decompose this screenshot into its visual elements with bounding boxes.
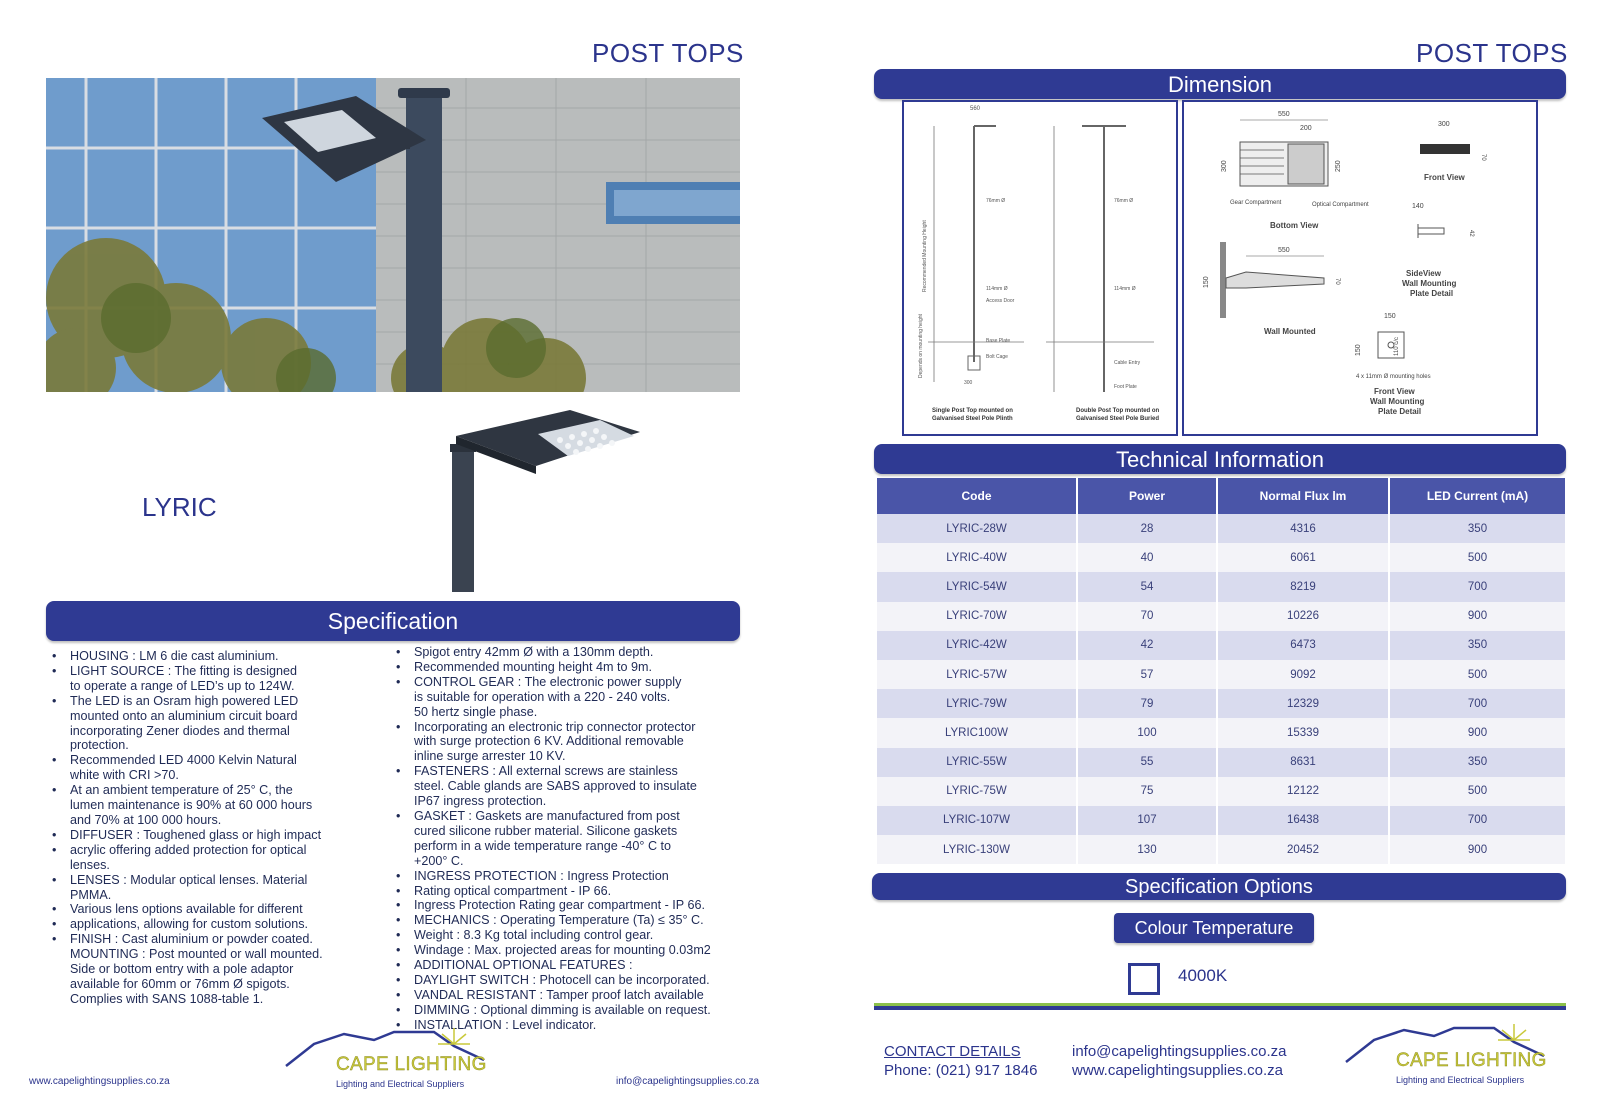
spec-item: incorporating Zener diodes and thermal — [70, 723, 290, 738]
base-dim: 300 — [964, 380, 973, 386]
table-cell: LYRIC-57W — [877, 660, 1077, 689]
spec-item: • Windage : Max. projected areas for mounting 0.03m2 — [392, 943, 742, 958]
contact-email[interactable]: info@capelightingsupplies.co.za — [1072, 1043, 1287, 1060]
table-cell: 6473 — [1217, 631, 1389, 660]
dim-70b: 70 — [1334, 278, 1340, 285]
spec-list-col2 — [392, 645, 742, 1033]
product-name: LYRIC — [142, 492, 217, 522]
note-cage: Bolt Cage — [986, 354, 1008, 360]
table-cell: LYRIC-40W — [877, 543, 1077, 572]
dim-110: 110 c/c — [1394, 337, 1400, 356]
spec-item: white with CRI >70. — [70, 768, 179, 783]
table-cell: 900 — [1389, 718, 1565, 747]
col-header-flux: Normal Flux lm — [1217, 478, 1389, 514]
col-header-current: LED Current (mA) — [1389, 478, 1565, 514]
table-cell: 900 — [1389, 602, 1565, 631]
contact-block-left — [884, 1042, 1037, 1080]
table-cell: 70 — [1077, 602, 1217, 631]
spec-item: +200° C. — [414, 853, 464, 868]
spec-item: Side or bottom entry with a pole adaptor — [70, 962, 294, 977]
logo-text-right: CAPE LIGHTING — [1396, 1050, 1547, 1071]
specification-header-text: Specification — [327, 608, 459, 634]
table-cell: LYRIC-28W — [877, 514, 1077, 543]
table-cell: 4316 — [1217, 514, 1389, 543]
table-cell: 57 — [1077, 660, 1217, 689]
technical-information-header — [874, 444, 1566, 474]
logo-right — [1344, 1020, 1554, 1096]
note-foot: Foot Plate — [1114, 384, 1137, 390]
dim-550: 550 — [1278, 111, 1290, 118]
spec-item: lenses. — [70, 857, 110, 872]
note-base: Base Plate — [986, 338, 1011, 344]
label-front-wall-3: Plate Detail — [1378, 407, 1422, 416]
single-caption-2: Galvanised Steel Pole Plinth — [932, 416, 1013, 422]
table-row — [877, 660, 1565, 689]
v-label-1: Recommended Mounting Height — [922, 220, 928, 292]
table-cell: 42 — [1077, 631, 1217, 660]
table-cell: LYRIC-107W — [877, 806, 1077, 835]
spec-item: perform in a wide temperature range -40° C to — [414, 838, 672, 853]
col-header-power: Power — [1077, 478, 1217, 514]
table-cell: LYRIC100W — [877, 718, 1077, 747]
table-cell: 350 — [1389, 748, 1565, 777]
table-cell: LYRIC-70W — [877, 602, 1077, 631]
table-cell: 12329 — [1217, 689, 1389, 718]
spec-item: • LIGHT SOURCE : The fitting is designed — [48, 664, 388, 679]
dim-550b: 550 — [1278, 247, 1290, 254]
spec-item: • Ingress Protection Rating gear compartment - IP 66. — [392, 898, 742, 913]
spec-item: • DIMMING : Optional dimming is available on request. — [392, 1003, 742, 1018]
spec-item: • GASKET : Gaskets are manufactured from post — [392, 809, 742, 824]
label-holes: 4 x 11mm Ø mounting holes — [1356, 374, 1431, 380]
dim-70: 70 — [1480, 154, 1486, 161]
spec-item: • Recommended LED 4000 Kelvin Natural — [48, 753, 388, 768]
table-cell: LYRIC-42W — [877, 631, 1077, 660]
dim-150c: 150 — [1355, 344, 1362, 356]
spec-item: • INSTALLATION : Level indicator. — [392, 1018, 742, 1033]
dim-150: 150 — [1203, 276, 1210, 288]
logo-tagline-right: Lighting and Electrical Suppliers — [1396, 1075, 1525, 1085]
dim-140: 140 — [1412, 203, 1424, 210]
table-row — [877, 748, 1565, 777]
colour-temperature-label — [1114, 913, 1314, 943]
table-cell: 40 — [1077, 543, 1217, 572]
table-cell: 700 — [1389, 689, 1565, 718]
dim-top-1: 560 — [970, 106, 981, 112]
table-row — [877, 543, 1565, 572]
divider-blue — [874, 1006, 1566, 1010]
logo-tagline: Lighting and Electrical Suppliers — [336, 1079, 465, 1089]
table-cell: LYRIC-55W — [877, 748, 1077, 777]
table-cell: 700 — [1389, 572, 1565, 601]
table-cell: 55 — [1077, 748, 1217, 777]
spec-item: inline surge arrester 10 KV. — [414, 749, 566, 764]
v-label-2: Depends on mounting height — [918, 314, 924, 378]
spec-item: • applications, allowing for custom solutions. — [48, 917, 388, 932]
spec-item: • FINISH : Cast aluminium or powder coated. — [48, 932, 388, 947]
contact-website[interactable]: www.capelightingsupplies.co.za — [1072, 1062, 1283, 1079]
label-bottom-view: Bottom View — [1270, 221, 1319, 230]
label-front-wall-1: Front View — [1374, 387, 1415, 396]
note-access: Access Door — [986, 298, 1015, 304]
spec-item: • Recommended mounting height 4m to 9m. — [392, 660, 742, 675]
pole-drawing — [904, 102, 1176, 434]
spec-item: • FASTENERS : All external screws are stainless — [392, 764, 742, 779]
double-caption-1: Double Post Top mounted on — [1076, 408, 1160, 414]
spec-item: • Spigot entry 42mm Ø with a 130mm depth. — [392, 645, 742, 660]
table-row — [877, 777, 1565, 806]
spec-item: PMMA. — [70, 887, 112, 902]
label-side-view-2: Wall Mounting — [1402, 279, 1457, 288]
spec-item: • HOUSING : LM 6 die cast aluminium. — [48, 649, 388, 664]
contact-block-right — [1072, 1042, 1287, 1080]
spec-item: • INGRESS PROTECTION : Ingress Protection — [392, 869, 742, 884]
dim-300: 300 — [1221, 160, 1228, 172]
fixture-illustration — [450, 408, 660, 592]
table-cell: 130 — [1077, 835, 1217, 864]
note-76b: 76mm Ø — [1114, 198, 1134, 204]
table-cell: 8219 — [1217, 572, 1389, 601]
footer-website-left[interactable]: www.capelightingsupplies.co.za — [29, 1076, 170, 1087]
table-cell: 100 — [1077, 718, 1217, 747]
table-row — [877, 806, 1565, 835]
colour-temperature-checkbox[interactable] — [1128, 963, 1160, 995]
colour-temperature-option: 4000K — [1178, 966, 1228, 985]
table-row — [877, 689, 1565, 718]
spec-item: IP67 ingress protection. — [414, 794, 547, 809]
table-cell: 16438 — [1217, 806, 1389, 835]
table-cell: LYRIC-54W — [877, 572, 1077, 601]
table-row — [877, 631, 1565, 660]
table-cell: 500 — [1389, 660, 1565, 689]
spec-item: mounted onto an aluminium circuit board — [70, 708, 298, 723]
table-cell: 10226 — [1217, 602, 1389, 631]
spec-item: steel. Cable glands are SABS approved to insulate — [414, 779, 697, 794]
table-row — [877, 602, 1565, 631]
table-cell: 500 — [1389, 777, 1565, 806]
note-114: 114mm Ø — [986, 286, 1008, 292]
table-cell: 28 — [1077, 514, 1217, 543]
table-cell: 54 — [1077, 572, 1217, 601]
spec-item: • CONTROL GEAR : The electronic power supply — [392, 675, 742, 690]
specification-options-header-text: Specification Options — [1125, 876, 1313, 898]
dimension-header — [874, 69, 1566, 99]
footer-email-left[interactable]: info@capelightingsupplies.co.za — [616, 1076, 760, 1087]
spec-list-col1 — [48, 649, 388, 1007]
col-header-code: Code — [877, 478, 1077, 514]
spec-item: to operate a range of LED’s up to 124W. — [70, 678, 295, 693]
dim-300b: 300 — [1438, 121, 1450, 128]
logo-left — [284, 1024, 494, 1100]
specification-options-header — [872, 873, 1566, 900]
spec-item: and 70% at 100 000 hours. — [70, 812, 222, 827]
page-title-left: POST TOPS — [592, 38, 744, 68]
table-cell: 79 — [1077, 689, 1217, 718]
building-photo-illustration — [46, 78, 740, 392]
spec-item: is suitable for operation with a 220 - 240 volts. — [414, 689, 671, 704]
spec-item: • Incorporating an electronic trip connector protector — [392, 720, 742, 735]
label-wall-mounted: Wall Mounted — [1264, 327, 1316, 336]
dim-250: 250 — [1335, 160, 1342, 172]
dimension-drawing-poles — [902, 100, 1178, 436]
logo-text: CAPE LIGHTING — [336, 1054, 487, 1075]
spec-item: MOUNTING : Post mounted or wall mounted. — [70, 947, 323, 962]
spec-item: • The LED is an Osram high powered LED — [48, 694, 388, 709]
table-cell: 12122 — [1217, 777, 1389, 806]
dimension-header-text: Dimension — [1168, 72, 1272, 97]
table-cell: LYRIC-75W — [877, 777, 1077, 806]
note-76: 76mm Ø — [986, 198, 1006, 204]
table-row — [877, 572, 1565, 601]
label-optical: Optical Compartment — [1312, 202, 1369, 208]
table-cell: 350 — [1389, 514, 1565, 543]
dim-42: 42 — [1468, 230, 1474, 237]
views-drawing — [1184, 102, 1536, 434]
spec-item: lumen maintenance is 90% at 60 000 hours — [70, 798, 313, 813]
table-cell: 20452 — [1217, 835, 1389, 864]
table-cell: 75 — [1077, 777, 1217, 806]
label-front-view: Front View — [1424, 173, 1465, 182]
contact-phone: Phone: (021) 917 1846 — [884, 1062, 1038, 1079]
dimension-drawing-views — [1182, 100, 1538, 436]
spec-item: • DIFFUSER : Toughened glass or high impact — [48, 828, 388, 843]
dim-150b: 150 — [1384, 313, 1396, 320]
note-114b: 114mm Ø — [1114, 286, 1136, 292]
spec-item: 50 hertz single phase. — [414, 704, 538, 719]
table-cell: 500 — [1389, 543, 1565, 572]
table-row — [877, 835, 1565, 864]
label-side-view-3: Plate Detail — [1410, 289, 1454, 298]
table-cell: 8631 — [1217, 748, 1389, 777]
dim-200: 200 — [1300, 125, 1312, 132]
spec-item: cured silicone rubber material. Silicone gaskets — [414, 823, 678, 838]
spec-item: Complies with SANS 1088-table 1. — [70, 991, 264, 1006]
table-cell: 900 — [1389, 835, 1565, 864]
page-title-right: POST TOPS — [1416, 38, 1568, 68]
table-cell: LYRIC-79W — [877, 689, 1077, 718]
spec-item: • LENSES : Modular optical lenses. Material — [48, 873, 388, 888]
table-cell: 700 — [1389, 806, 1565, 835]
label-side-view-1: SideView — [1406, 269, 1441, 278]
table-cell: 15339 — [1217, 718, 1389, 747]
table-row — [877, 514, 1565, 543]
technical-information-header-text: Technical Information — [1116, 447, 1324, 472]
spec-item: with surge protection 6 KV. Additional removable — [414, 734, 684, 749]
spec-item: available for 60mm or 76mm Ø spigots. — [70, 976, 290, 991]
single-caption-1: Single Post Top mounted on — [932, 408, 1013, 414]
spec-item: • At an ambient temperature of 25° C, the — [48, 783, 388, 798]
table-cell: 9092 — [1217, 660, 1389, 689]
label-front-wall-2: Wall Mounting — [1370, 397, 1425, 406]
spec-item: protection. — [70, 738, 129, 753]
contact-title: CONTACT DETAILS — [884, 1043, 1021, 1060]
table-cell: 350 — [1389, 631, 1565, 660]
product-photo — [46, 78, 740, 392]
spec-item: • Rating optical compartment - IP 66. — [392, 884, 742, 899]
spec-item: • acrylic offering added protection for optical — [48, 843, 388, 858]
table-cell: LYRIC-130W — [877, 835, 1077, 864]
spec-item: • VANDAL RESISTANT : Tamper proof latch available — [392, 988, 742, 1003]
spec-item: • ADDITIONAL OPTIONAL FEATURES : — [392, 958, 742, 973]
spec-item: • DAYLIGHT SWITCH : Photocell can be incorporated. — [392, 973, 742, 988]
note-cable: Cable Entry — [1114, 360, 1141, 366]
specification-header — [46, 601, 740, 641]
double-caption-2: Galvanised Steel Pole Buried — [1076, 416, 1160, 422]
spec-item: • Various lens options available for different — [48, 902, 388, 917]
spec-item: • MECHANICS : Operating Temperature (Ta) ≤ 35° C. — [392, 913, 742, 928]
colour-temperature-label-text: Colour Temperature — [1134, 918, 1294, 938]
label-gear: Gear Compartment — [1230, 200, 1282, 206]
table-cell: 107 — [1077, 806, 1217, 835]
spec-item: • Weight : 8.3 Kg total including control gear. — [392, 928, 742, 943]
technical-table — [877, 478, 1565, 864]
table-header-row — [877, 478, 1565, 514]
table-row — [877, 718, 1565, 747]
table-cell: 6061 — [1217, 543, 1389, 572]
